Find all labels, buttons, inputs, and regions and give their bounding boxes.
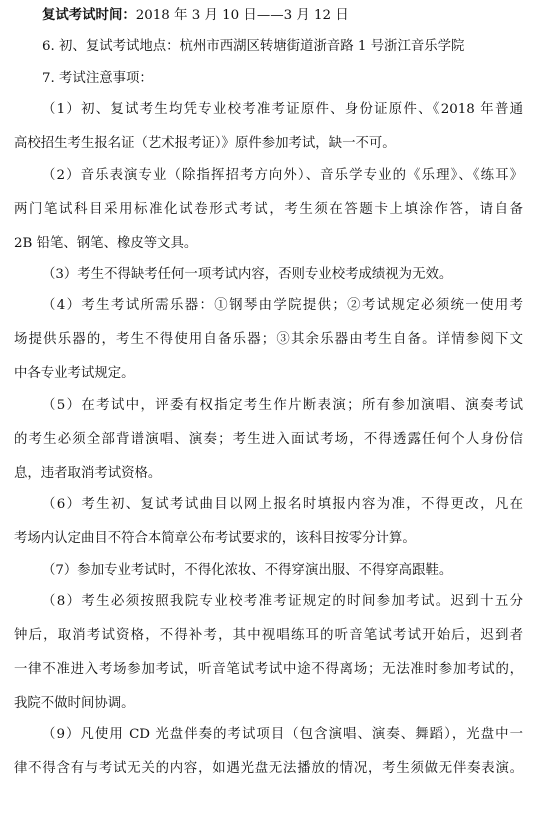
note-8-line-2: 钟后，取消考试资格，不得补考，其中视唱练耳的听音笔试考试开始后，迟到者 bbox=[14, 627, 523, 643]
note-8-line-1: （8）考生必须按照我院专业校考准考证规定的时间参加考试。迟到十五分 bbox=[42, 593, 523, 609]
note-9-line-1: （9）凡使用 CD 光盘伴奏的考试项目（包含演唱、演奏、舞蹈），光盘中一 bbox=[42, 727, 523, 743]
retest-time-value: 2018 年 3 月 10 日——3 月 12 日 bbox=[135, 8, 349, 23]
exam-location-section bbox=[14, 38, 523, 56]
retest-time-line bbox=[14, 6, 523, 25]
note-2-line-1: （2）音乐表演专业（除指挥招考方向外）、音乐学专业的《乐理》、《练耳》 bbox=[42, 167, 523, 183]
note-4-line-2: 场提供乐器的，考生不得使用自备乐器；③其余乐器由考生自备。详情参阅下文 bbox=[14, 332, 523, 348]
note-4-paragraph bbox=[14, 297, 523, 383]
note-8-line-3: 一律不准进入考场参加考试，听音笔试考试中途不得离场；无法准时参加考试的， bbox=[14, 661, 523, 677]
note-5-paragraph bbox=[14, 397, 523, 483]
notes-heading-section bbox=[14, 70, 523, 88]
note-5-line-1: （5）在考试中，评委有权指定考生作片断表演；所有参加演唱、演奏考试 bbox=[42, 397, 523, 413]
note-5-line-2: 的考生必须全部背谱演唱、演奏；考生进入面试考场，不得透露任何个人身份信 bbox=[14, 431, 523, 447]
note-2-line-3: 2B 铅笔、钢笔、橡皮等文具。 bbox=[14, 235, 198, 251]
exam-time-section bbox=[14, 6, 523, 25]
note-7-line-1: （7）参加专业考试时，不得化浓妆、不得穿演出服、不得穿高跟鞋。 bbox=[42, 562, 453, 578]
note-1-line-1: （1）初、复试考生均凭专业校考准考证原件、身份证原件、《2018 年普通 bbox=[42, 102, 523, 118]
note-1-paragraph bbox=[14, 101, 523, 153]
note-3-paragraph bbox=[14, 266, 523, 284]
note-1-line-2: 高校招生考生报名证（艺术报考证）》原件参加考试，缺一不可。 bbox=[14, 136, 396, 152]
note-2-line-2: 两门笔试科目采用标准化试卷形式考试，考生须在答题卡上填涂作答，请自备 bbox=[14, 201, 523, 217]
retest-time-label: 复试考试时间： bbox=[42, 7, 136, 23]
note-4-line-3: 中各专业考试规定。 bbox=[14, 366, 135, 382]
exam-location-line: 6. 初、复试考试地点：杭州市西湖区转塘街道浙音路 1 号浙江音乐学院 bbox=[42, 39, 465, 55]
note-8-line-4: 我院不做时间协调。 bbox=[14, 695, 135, 711]
note-9-line-2: 律不得含有与考试无关的内容，如遇光盘无法播放的情况，考生须做无伴奏表演。 bbox=[14, 761, 523, 777]
note-2-paragraph bbox=[14, 167, 523, 253]
note-6-line-1: （6）考生初、复试考试曲目以网上报名时填报内容为准，不得更改，凡在 bbox=[42, 497, 523, 513]
note-4-line-1: （4）考生考试所需乐器：①钢琴由学院提供；②考试规定必须统一使用考 bbox=[42, 298, 523, 314]
note-6-line-2: 考场内认定曲目不符合本简章公布考试要求的，该科目按零分计算。 bbox=[14, 531, 416, 547]
notes-heading: 7. 考试注意事项： bbox=[42, 70, 153, 86]
note-7-paragraph bbox=[14, 562, 523, 580]
note-8-paragraph bbox=[14, 593, 523, 713]
note-3-line-1: （3）考生不得缺考任何一项考试内容，否则专业校考成绩视为无效。 bbox=[42, 266, 453, 282]
note-6-paragraph bbox=[14, 496, 523, 548]
note-5-line-3: 息，违者取消考试资格。 bbox=[14, 465, 162, 481]
note-9-paragraph bbox=[14, 726, 523, 778]
